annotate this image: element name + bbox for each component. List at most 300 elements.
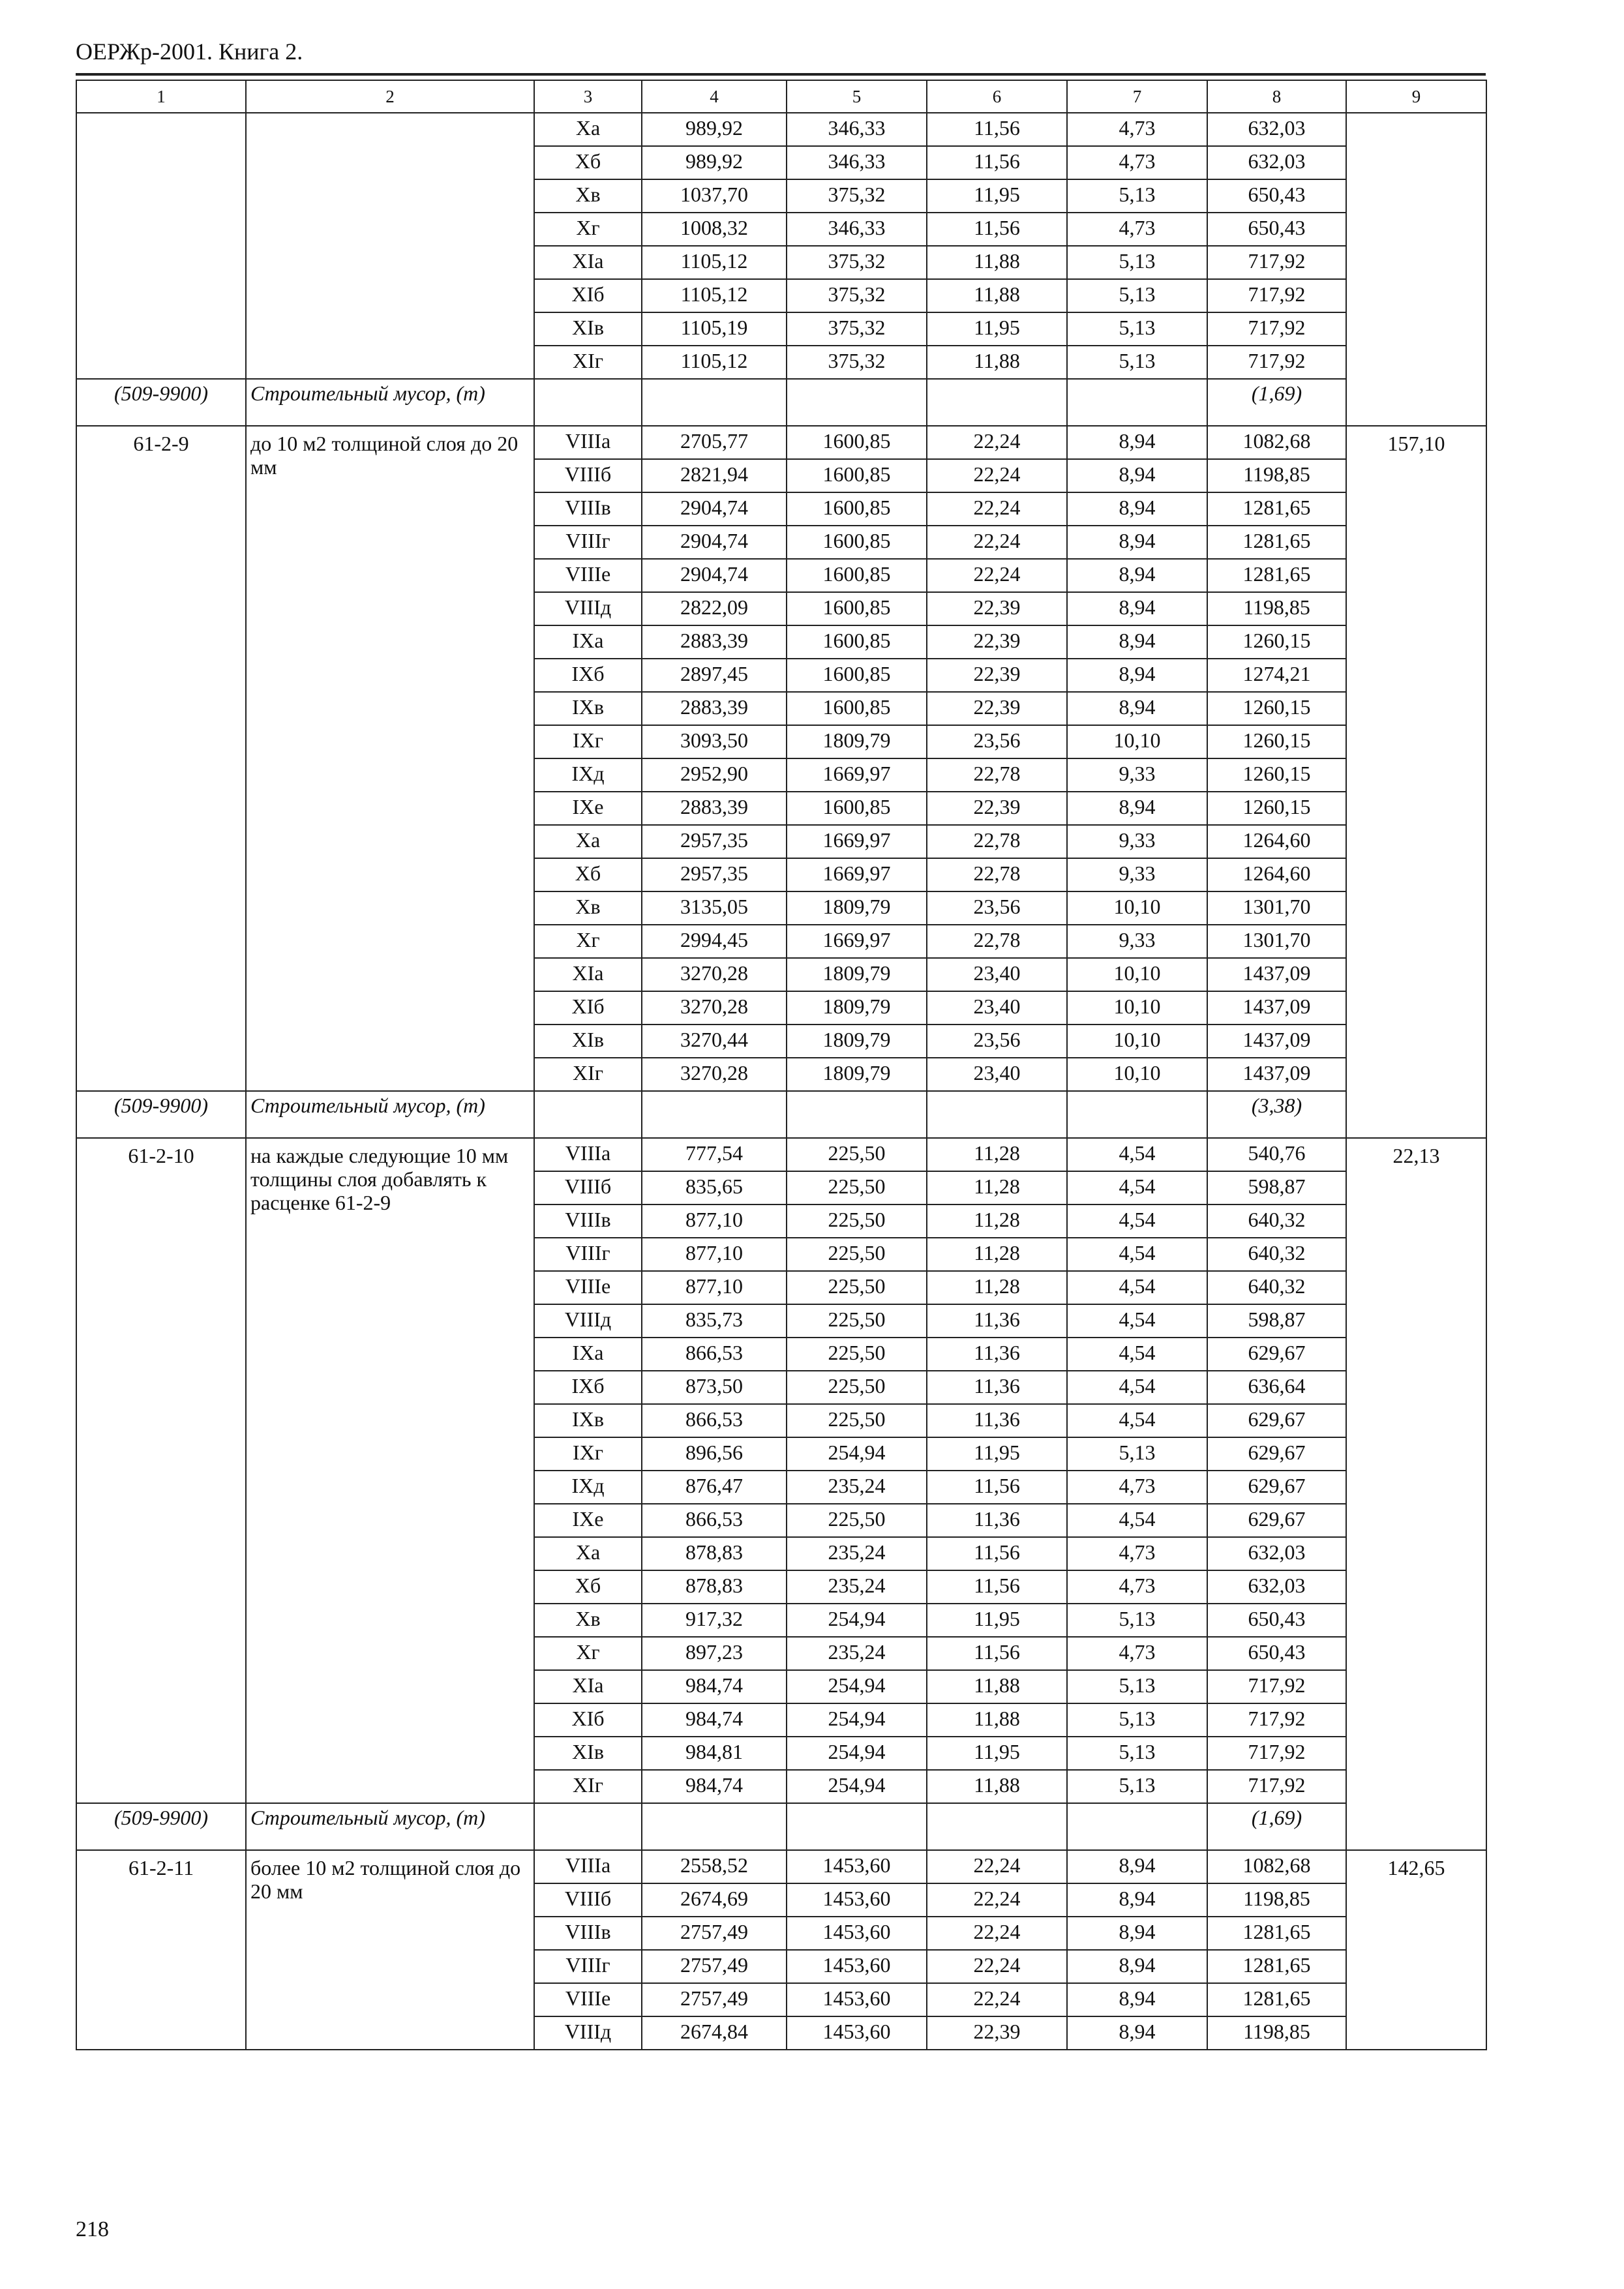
table-cell: 3270,44 [642, 1025, 787, 1058]
table-cell: 2883,39 [642, 792, 787, 825]
table-cell: Xг [534, 925, 642, 958]
table-cell: VIIIг [534, 526, 642, 559]
table-cell: 1809,79 [787, 1025, 927, 1058]
table-cell: 640,32 [1207, 1271, 1346, 1304]
table-cell: 5,13 [1067, 279, 1207, 312]
table-cell: Xг [534, 213, 642, 246]
table-cell: 8,94 [1067, 1883, 1207, 1917]
table-cell: 2757,49 [642, 1983, 787, 2016]
table-cell: 1809,79 [787, 991, 927, 1025]
table-cell: 835,65 [642, 1171, 787, 1204]
table-cell: 8,94 [1067, 792, 1207, 825]
table-cell: 1281,65 [1207, 492, 1346, 526]
table-cell: 632,03 [1207, 1537, 1346, 1570]
table-cell: 8,94 [1067, 1850, 1207, 1883]
table-cell: 717,92 [1207, 346, 1346, 379]
table-cell: 2558,52 [642, 1850, 787, 1883]
debris-label-cell: Строительный мусор, (т) [246, 379, 534, 426]
table-row [76, 113, 1486, 146]
table-cell: 22,24 [927, 1983, 1067, 2016]
table-cell: 1669,97 [787, 925, 927, 958]
table-cell: 1600,85 [787, 426, 927, 459]
table-cell: 2897,45 [642, 659, 787, 692]
table-cell: 1437,09 [1207, 1058, 1346, 1091]
table-cell: 5,13 [1067, 1604, 1207, 1637]
column-header: 9 [1346, 80, 1486, 113]
table-cell: VIIIа [534, 1138, 642, 1171]
table-cell: 225,50 [787, 1371, 927, 1404]
table-cell: VIIIе [534, 559, 642, 592]
table-cell: 22,78 [927, 858, 1067, 891]
table-cell: 1198,85 [1207, 592, 1346, 625]
table-cell: 225,50 [787, 1304, 927, 1338]
table-cell: 22,24 [927, 459, 1067, 492]
table-cell: 11,28 [927, 1238, 1067, 1271]
table-cell: 22,24 [927, 426, 1067, 459]
table-cell: 1600,85 [787, 559, 927, 592]
table-cell: 2705,77 [642, 426, 787, 459]
table-cell: 5,13 [1067, 1437, 1207, 1471]
table-cell: 11,88 [927, 246, 1067, 279]
table-cell: 717,92 [1207, 1737, 1346, 1770]
table-cell: 650,43 [1207, 179, 1346, 213]
table-cell: 225,50 [787, 1338, 927, 1371]
table-cell: 10,10 [1067, 1058, 1207, 1091]
table-cell: Xб [534, 858, 642, 891]
table-cell: 876,47 [642, 1471, 787, 1504]
table-cell: 9,33 [1067, 858, 1207, 891]
table-cell: 3270,28 [642, 958, 787, 991]
table-cell: 717,92 [1207, 246, 1346, 279]
table-cell: 1437,09 [1207, 991, 1346, 1025]
empty-cell [1067, 379, 1207, 426]
table-cell: 11,36 [927, 1504, 1067, 1537]
table-cell: 1105,12 [642, 246, 787, 279]
table-cell: 2957,35 [642, 858, 787, 891]
table-cell: 22,78 [927, 925, 1067, 958]
table-cell: 22,24 [927, 1950, 1067, 1983]
table-cell: 1453,60 [787, 1850, 927, 1883]
table-cell: 10,10 [1067, 891, 1207, 925]
table-cell: 23,40 [927, 1058, 1067, 1091]
header-divider [76, 73, 1486, 76]
table-cell: 1437,09 [1207, 958, 1346, 991]
table-cell: 22,24 [927, 1850, 1067, 1883]
table-cell: 11,88 [927, 1703, 1067, 1737]
table-cell: 11,28 [927, 1138, 1067, 1171]
table-cell: 8,94 [1067, 559, 1207, 592]
table-cell: 8,94 [1067, 526, 1207, 559]
empty-cell [534, 379, 642, 426]
rate-code-cell: 61-2-10 [76, 1138, 246, 1803]
table-cell: 4,54 [1067, 1171, 1207, 1204]
table-cell: 2883,39 [642, 625, 787, 659]
table-cell: Xг [534, 1637, 642, 1670]
table-cell: 11,36 [927, 1371, 1067, 1404]
table-cell: 2883,39 [642, 692, 787, 725]
table-cell: 375,32 [787, 179, 927, 213]
table-cell: 9,33 [1067, 825, 1207, 858]
table-cell: 717,92 [1207, 1703, 1346, 1737]
table-cell: VIIIг [534, 1950, 642, 1983]
table-cell: 4,54 [1067, 1271, 1207, 1304]
debris-value-cell: (1,69) [1207, 379, 1346, 426]
table-cell: 1600,85 [787, 659, 927, 692]
debris-value-cell: (1,69) [1207, 1803, 1346, 1850]
rate-description-cell [246, 113, 534, 379]
table-cell: 11,95 [927, 312, 1067, 346]
table-cell: 1301,70 [1207, 925, 1346, 958]
table-cell: 3093,50 [642, 725, 787, 758]
table-cell: 1082,68 [1207, 1850, 1346, 1883]
table-row [76, 1850, 1486, 1883]
table-cell: 866,53 [642, 1404, 787, 1437]
table-cell: 1453,60 [787, 1950, 927, 1983]
table-cell: 11,36 [927, 1338, 1067, 1371]
table-row [76, 1138, 1486, 1171]
table-cell: 4,73 [1067, 1471, 1207, 1504]
table-cell: 22,39 [927, 2016, 1067, 2050]
table-cell: 629,67 [1207, 1437, 1346, 1471]
table-cell: 717,92 [1207, 1670, 1346, 1703]
table-cell: 8,94 [1067, 492, 1207, 526]
debris-label-cell: Строительный мусор, (т) [246, 1803, 534, 1850]
table-cell: 11,28 [927, 1271, 1067, 1304]
table-cell: 4,54 [1067, 1138, 1207, 1171]
rate-code-cell [76, 113, 246, 379]
table-cell: 1600,85 [787, 459, 927, 492]
table-cell: 9,33 [1067, 758, 1207, 792]
table-cell: 877,10 [642, 1271, 787, 1304]
table-cell: 917,32 [642, 1604, 787, 1637]
table-cell: 3270,28 [642, 991, 787, 1025]
table-cell: 1453,60 [787, 1917, 927, 1950]
table-cell: 777,54 [642, 1138, 787, 1171]
table-cell: 4,73 [1067, 1570, 1207, 1604]
table-cell: 1600,85 [787, 526, 927, 559]
page-number: 218 [76, 2217, 109, 2241]
table-cell: 225,50 [787, 1271, 927, 1304]
table-cell: 877,10 [642, 1238, 787, 1271]
table-cell: 4,54 [1067, 1404, 1207, 1437]
table-cell: 629,67 [1207, 1471, 1346, 1504]
table-cell: 1274,21 [1207, 659, 1346, 692]
table-cell: XIг [534, 346, 642, 379]
table-cell: VIIIв [534, 1204, 642, 1238]
table-cell: 225,50 [787, 1171, 927, 1204]
rate-code-cell: 61-2-9 [76, 426, 246, 1091]
table-cell: 632,03 [1207, 146, 1346, 179]
table-cell: 11,88 [927, 1770, 1067, 1803]
table-cell: 2957,35 [642, 825, 787, 858]
table-cell: 5,13 [1067, 179, 1207, 213]
table-cell: 984,74 [642, 1670, 787, 1703]
table-cell: 9,33 [1067, 925, 1207, 958]
labor-cost-cell: 157,10 [1346, 426, 1486, 1138]
table-cell: 11,36 [927, 1404, 1067, 1437]
table-cell: 877,10 [642, 1204, 787, 1238]
table-cell: 22,24 [927, 1917, 1067, 1950]
table-cell: 4,73 [1067, 1537, 1207, 1570]
table-cell: 629,67 [1207, 1404, 1346, 1437]
table-cell: 235,24 [787, 1570, 927, 1604]
table-cell: 225,50 [787, 1504, 927, 1537]
debris-row [76, 379, 1486, 426]
table-cell: 8,94 [1067, 1950, 1207, 1983]
table-cell: 23,56 [927, 891, 1067, 925]
table-cell: IXб [534, 1371, 642, 1404]
table-cell: 866,53 [642, 1338, 787, 1371]
table-cell: 2674,69 [642, 1883, 787, 1917]
table-cell: 4,73 [1067, 113, 1207, 146]
table-cell: 235,24 [787, 1637, 927, 1670]
table-cell: Xа [534, 1537, 642, 1570]
table-cell: 540,76 [1207, 1138, 1346, 1171]
table-cell: 1198,85 [1207, 2016, 1346, 2050]
page-header-title: ОЕРЖр-2001. Книга 2. [76, 38, 303, 65]
table-cell: XIг [534, 1058, 642, 1091]
empty-cell [787, 379, 927, 426]
table-cell: 650,43 [1207, 1604, 1346, 1637]
table-cell: 11,56 [927, 146, 1067, 179]
table-cell: 2757,49 [642, 1917, 787, 1950]
table-cell: 3270,28 [642, 1058, 787, 1091]
table-cell: XIа [534, 958, 642, 991]
table-cell: 22,39 [927, 692, 1067, 725]
table-cell: IXа [534, 625, 642, 659]
labor-cost-cell: 22,13 [1346, 1138, 1486, 1850]
table-cell: VIIIб [534, 1171, 642, 1204]
table-cell: 22,39 [927, 592, 1067, 625]
table-cell: 1260,15 [1207, 758, 1346, 792]
table-cell: 1669,97 [787, 758, 927, 792]
table-cell: 22,39 [927, 659, 1067, 692]
table-cell: 5,13 [1067, 346, 1207, 379]
table-cell: 254,94 [787, 1770, 927, 1803]
table-cell: 11,88 [927, 346, 1067, 379]
table-cell: VIIIв [534, 1917, 642, 1950]
table-cell: XIб [534, 279, 642, 312]
table-cell: XIа [534, 246, 642, 279]
table-cell: 23,40 [927, 958, 1067, 991]
table-cell: 11,88 [927, 1670, 1067, 1703]
table-cell: 632,03 [1207, 113, 1346, 146]
table-cell: 1281,65 [1207, 1983, 1346, 2016]
table-cell: 598,87 [1207, 1304, 1346, 1338]
table-cell: 1105,19 [642, 312, 787, 346]
table-cell: 1260,15 [1207, 625, 1346, 659]
table-cell: 1453,60 [787, 1883, 927, 1917]
table-cell: 11,95 [927, 1604, 1067, 1637]
table-cell: 375,32 [787, 279, 927, 312]
table-cell: VIIIа [534, 426, 642, 459]
labor-cost-cell [1346, 113, 1486, 426]
table-cell: 11,95 [927, 179, 1067, 213]
table-cell: 2904,74 [642, 492, 787, 526]
empty-cell [927, 379, 1067, 426]
table-cell: IXе [534, 792, 642, 825]
table-cell: 2904,74 [642, 526, 787, 559]
table-cell: XIб [534, 1703, 642, 1737]
table-cell: 3135,05 [642, 891, 787, 925]
table-cell: 11,95 [927, 1737, 1067, 1770]
table-cell: 22,39 [927, 792, 1067, 825]
table-cell: 1600,85 [787, 792, 927, 825]
table-cell: 2757,49 [642, 1950, 787, 1983]
table-cell: 835,73 [642, 1304, 787, 1338]
table-cell: 5,13 [1067, 246, 1207, 279]
table-cell: 984,74 [642, 1770, 787, 1803]
table-cell: 598,87 [1207, 1171, 1346, 1204]
debris-row [76, 1091, 1486, 1138]
table-cell: 10,10 [1067, 991, 1207, 1025]
column-header-row [76, 80, 1486, 113]
table-cell: 629,67 [1207, 1338, 1346, 1371]
table-cell: 4,54 [1067, 1371, 1207, 1404]
table-cell: 8,94 [1067, 592, 1207, 625]
table-cell: 1669,97 [787, 858, 927, 891]
table-cell: 1600,85 [787, 625, 927, 659]
table-cell: 873,50 [642, 1371, 787, 1404]
labor-cost-cell: 142,65 [1346, 1850, 1486, 2050]
table-cell: 1453,60 [787, 2016, 927, 2050]
table-cell: 1264,60 [1207, 825, 1346, 858]
table-cell: 1453,60 [787, 1983, 927, 2016]
table-cell: 22,24 [927, 526, 1067, 559]
table-cell: 896,56 [642, 1437, 787, 1471]
table-cell: 866,53 [642, 1504, 787, 1537]
table-cell: 1809,79 [787, 891, 927, 925]
table-cell: 5,13 [1067, 312, 1207, 346]
table-cell: 22,24 [927, 492, 1067, 526]
table-cell: 254,94 [787, 1670, 927, 1703]
table-cell: 1281,65 [1207, 1917, 1346, 1950]
table-cell: 346,33 [787, 146, 927, 179]
table-cell: 650,43 [1207, 1637, 1346, 1670]
debris-value-cell: (3,38) [1207, 1091, 1346, 1138]
table-cell: 632,03 [1207, 1570, 1346, 1604]
column-header: 3 [534, 80, 642, 113]
table-cell: 235,24 [787, 1471, 927, 1504]
table-cell: 1105,12 [642, 346, 787, 379]
table-cell: 254,94 [787, 1737, 927, 1770]
table-cell: XIа [534, 1670, 642, 1703]
table-cell: 1198,85 [1207, 459, 1346, 492]
table-cell: 1600,85 [787, 492, 927, 526]
empty-cell [534, 1803, 642, 1850]
column-header: 2 [246, 80, 534, 113]
table-cell: 11,56 [927, 113, 1067, 146]
table-cell: 1281,65 [1207, 526, 1346, 559]
rate-code-cell: 61-2-11 [76, 1850, 246, 2050]
column-header: 6 [927, 80, 1067, 113]
table-cell: 8,94 [1067, 459, 1207, 492]
table-cell: 2674,84 [642, 2016, 787, 2050]
table-cell: 1264,60 [1207, 858, 1346, 891]
rate-description-cell: до 10 м2 толщиной слоя до 20 мм [246, 426, 534, 1091]
table-cell: 4,54 [1067, 1504, 1207, 1537]
column-header: 8 [1207, 80, 1346, 113]
table-cell: 10,10 [1067, 725, 1207, 758]
table-cell: 11,28 [927, 1171, 1067, 1204]
table-cell: XIв [534, 1737, 642, 1770]
table-cell: 1809,79 [787, 725, 927, 758]
table-cell: 5,13 [1067, 1670, 1207, 1703]
table-cell: 1600,85 [787, 692, 927, 725]
table-cell: 1260,15 [1207, 692, 1346, 725]
table-cell: 8,94 [1067, 692, 1207, 725]
table-cell: Xв [534, 891, 642, 925]
table-cell: 375,32 [787, 346, 927, 379]
table-cell: 1008,32 [642, 213, 787, 246]
table-cell: Xв [534, 1604, 642, 1637]
table-cell: 717,92 [1207, 1770, 1346, 1803]
table-cell: 346,33 [787, 213, 927, 246]
table-cell: 254,94 [787, 1437, 927, 1471]
table-cell: 1260,15 [1207, 725, 1346, 758]
table-cell: 984,81 [642, 1737, 787, 1770]
empty-cell [927, 1091, 1067, 1138]
table-cell: Xа [534, 113, 642, 146]
empty-cell [787, 1803, 927, 1850]
table-cell: 5,13 [1067, 1770, 1207, 1803]
column-header: 7 [1067, 80, 1207, 113]
table-cell: 2821,94 [642, 459, 787, 492]
table-cell: 4,73 [1067, 213, 1207, 246]
debris-code-cell: (509-9900) [76, 1803, 246, 1850]
table-cell: 11,28 [927, 1204, 1067, 1238]
table-cell: XIв [534, 1025, 642, 1058]
table-cell: 4,73 [1067, 146, 1207, 179]
table-cell: 629,67 [1207, 1504, 1346, 1537]
table-cell: 11,56 [927, 1637, 1067, 1670]
table-cell: XIв [534, 312, 642, 346]
table-cell: IXг [534, 1437, 642, 1471]
table-cell: 8,94 [1067, 2016, 1207, 2050]
table-cell: 8,94 [1067, 625, 1207, 659]
table-cell: 717,92 [1207, 279, 1346, 312]
table-cell: 10,10 [1067, 1025, 1207, 1058]
table-cell: VIIIд [534, 1304, 642, 1338]
table-cell: VIIIе [534, 1271, 642, 1304]
table-cell: 1600,85 [787, 592, 927, 625]
table-cell: 897,23 [642, 1637, 787, 1670]
table-cell: 984,74 [642, 1703, 787, 1737]
table-cell: 22,78 [927, 825, 1067, 858]
table-cell: 346,33 [787, 113, 927, 146]
empty-cell [642, 379, 787, 426]
table-cell: 11,36 [927, 1304, 1067, 1338]
table-cell: VIIIа [534, 1850, 642, 1883]
table-cell: 636,64 [1207, 1371, 1346, 1404]
table-cell: 375,32 [787, 246, 927, 279]
column-header: 1 [76, 80, 246, 113]
table-row [76, 426, 1486, 459]
price-table [76, 80, 1487, 2050]
table-cell: 4,54 [1067, 1204, 1207, 1238]
empty-cell [927, 1803, 1067, 1850]
table-cell: 11,56 [927, 1471, 1067, 1504]
table-cell: Xб [534, 146, 642, 179]
table-cell: IXг [534, 725, 642, 758]
table-cell: IXв [534, 692, 642, 725]
table-cell: 2904,74 [642, 559, 787, 592]
table-cell: 989,92 [642, 113, 787, 146]
table-cell: IXе [534, 1504, 642, 1537]
table-cell: 640,32 [1207, 1204, 1346, 1238]
debris-code-cell: (509-9900) [76, 379, 246, 426]
price-table-body [76, 80, 1486, 2050]
